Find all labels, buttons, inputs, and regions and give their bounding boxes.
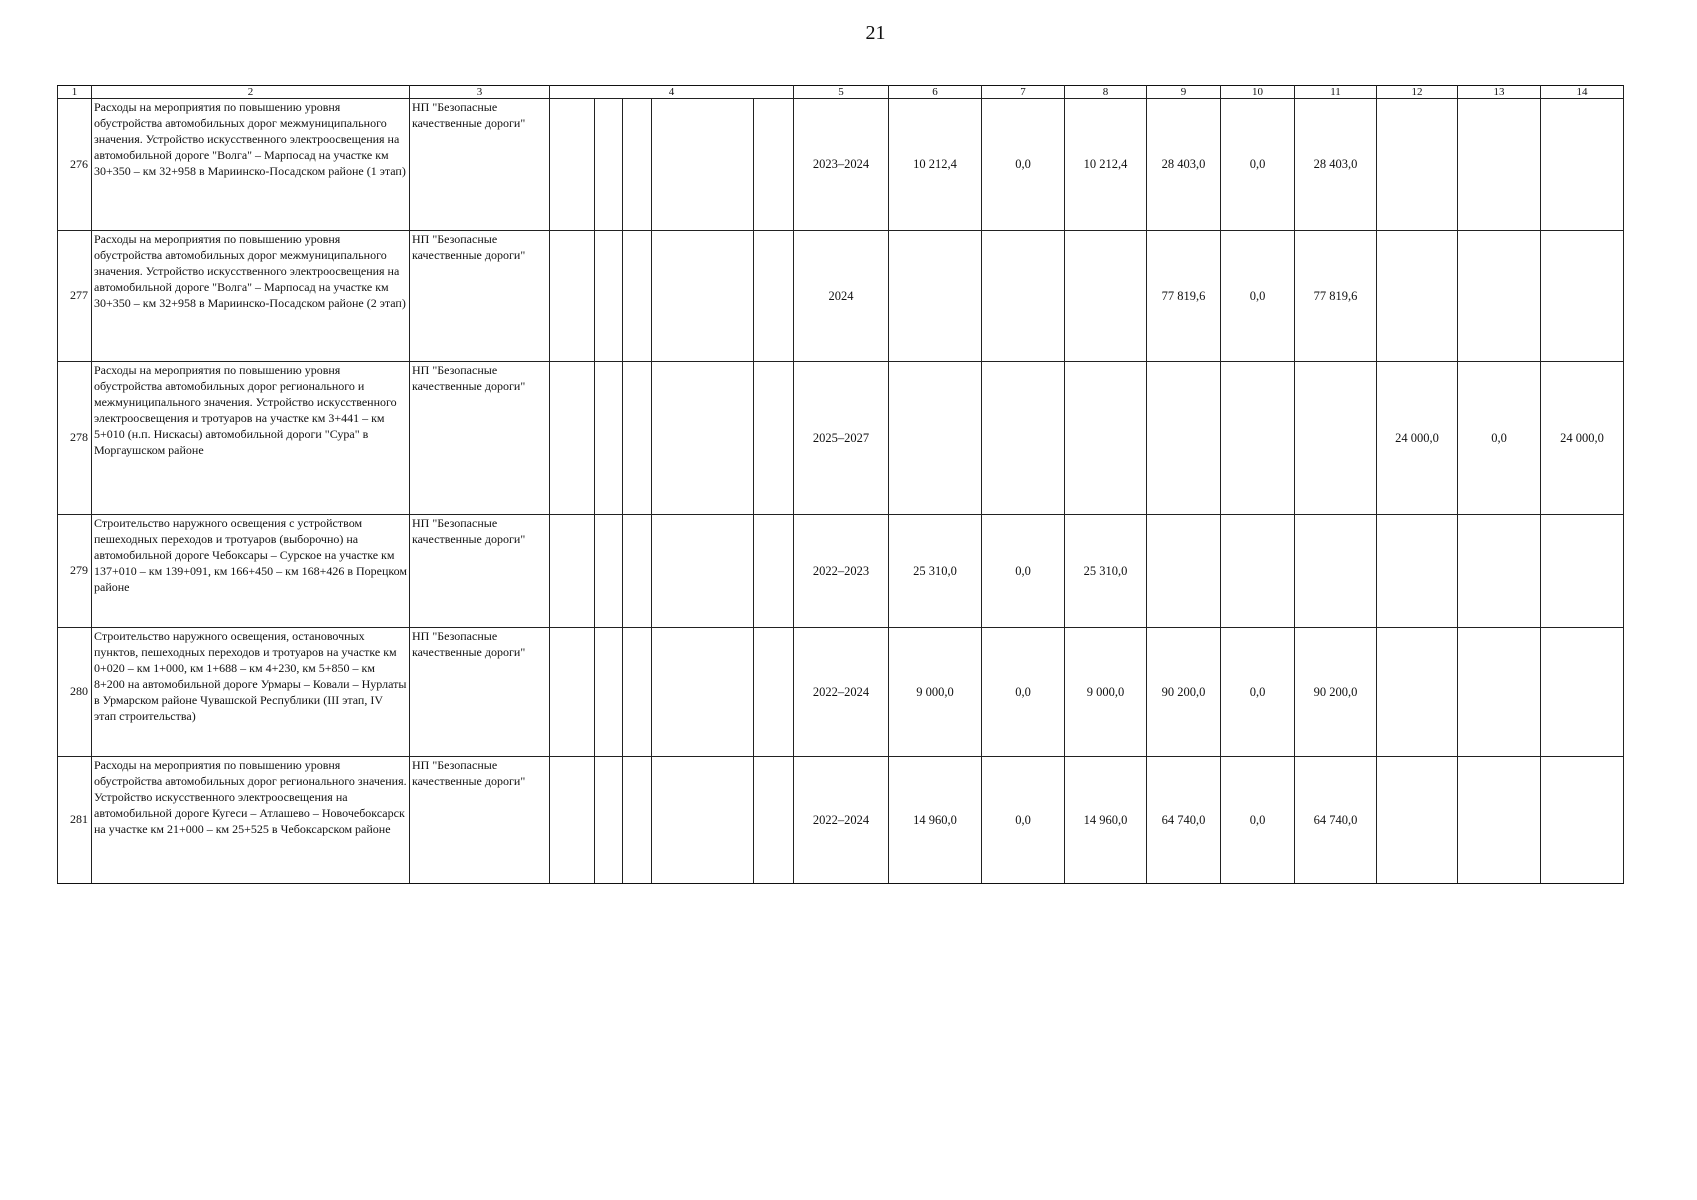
value-cell-c14: 24 000,0 — [1541, 362, 1624, 515]
empty-subcell — [754, 757, 794, 884]
value-cell-c11: 90 200,0 — [1295, 628, 1377, 757]
value-cell-c12 — [1377, 99, 1458, 231]
empty-subcell — [623, 231, 652, 362]
program-table — [57, 85, 1624, 884]
value-cell-c6: 10 212,4 — [889, 99, 982, 231]
empty-subcell — [652, 362, 754, 515]
value-cell-c6: 25 310,0 — [889, 515, 982, 628]
period-cell: 2023–2024 — [794, 99, 889, 231]
value-cell-c10 — [1221, 362, 1295, 515]
col-header: 3 — [410, 86, 550, 99]
value-cell-c12 — [1377, 628, 1458, 757]
value-cell-c10 — [1221, 515, 1295, 628]
executor: НП "Безопасные качественные дороги" — [410, 515, 550, 628]
empty-subcell — [652, 231, 754, 362]
empty-subcell — [595, 362, 623, 515]
col-header: 14 — [1541, 86, 1624, 99]
period-cell: 2022–2024 — [794, 628, 889, 757]
value-cell-c7: 0,0 — [982, 628, 1065, 757]
empty-subcell — [652, 515, 754, 628]
value-cell-c11: 64 740,0 — [1295, 757, 1377, 884]
value-cell-c11 — [1295, 515, 1377, 628]
col-header: 5 — [794, 86, 889, 99]
empty-subcell — [595, 231, 623, 362]
col-header: 7 — [982, 86, 1065, 99]
value-cell-c12 — [1377, 757, 1458, 884]
value-cell-c9 — [1147, 362, 1221, 515]
empty-subcell — [595, 628, 623, 757]
col-header: 1 — [58, 86, 92, 99]
value-cell-c8: 25 310,0 — [1065, 515, 1147, 628]
table-row — [58, 628, 1624, 757]
period-cell: 2025–2027 — [794, 362, 889, 515]
empty-subcell — [595, 757, 623, 884]
empty-subcell — [652, 628, 754, 757]
value-cell-c8: 10 212,4 — [1065, 99, 1147, 231]
empty-subcell — [550, 757, 595, 884]
col-header: 8 — [1065, 86, 1147, 99]
value-cell-c6 — [889, 362, 982, 515]
value-cell-c7 — [982, 362, 1065, 515]
row-number: 276 — [58, 99, 92, 231]
value-cell-c6: 14 960,0 — [889, 757, 982, 884]
value-cell-c11 — [1295, 362, 1377, 515]
row-number: 277 — [58, 231, 92, 362]
event-description: Расходы на мероприятия по повышению уровня обустройства автомобильных дорог регионального значения. Устройство искусственного электроосвещения на автомобильной дороге Кугеси – Атлашево – Новочебоксарск на участке км 21+000 – км 25+525 в Чебоксарском районе — [92, 757, 410, 884]
value-cell-c8: 9 000,0 — [1065, 628, 1147, 757]
empty-subcell — [623, 99, 652, 231]
value-cell-c6: 9 000,0 — [889, 628, 982, 757]
empty-subcell — [550, 628, 595, 757]
executor: НП "Безопасные качественные дороги" — [410, 628, 550, 757]
col-header: 4 — [550, 86, 794, 99]
empty-subcell — [623, 515, 652, 628]
value-cell-c13 — [1458, 628, 1541, 757]
value-cell-c7: 0,0 — [982, 757, 1065, 884]
empty-subcell — [623, 757, 652, 884]
empty-subcell — [623, 362, 652, 515]
value-cell-c12 — [1377, 231, 1458, 362]
value-cell-c14 — [1541, 231, 1624, 362]
row-number: 279 — [58, 515, 92, 628]
value-cell-c8: 14 960,0 — [1065, 757, 1147, 884]
col-header: 13 — [1458, 86, 1541, 99]
value-cell-c11: 77 819,6 — [1295, 231, 1377, 362]
value-cell-c7: 0,0 — [982, 515, 1065, 628]
event-description: Расходы на мероприятия по повышению уровня обустройства автомобильных дорог регионального и межмуниципального значения. Устройство искусственного электроосвещения и тротуаров на участке км 3+441 – км 5+010 (н.п. Нискасы) автомобильной дороги "Сура" в Моргаушском районе — [92, 362, 410, 515]
event-description: Строительство наружного освещения, остановочных пунктов, пешеходных переходов и тротуаров на участке км 0+020 – км 1+000, км 1+688 – км 4+230, км 5+850 – км 8+200 на автомобильной дороге Урмары – Ковали – Нурлаты в Урмарском районе Чувашской Республики (III этап, IV этап строительства) — [92, 628, 410, 757]
table-row — [58, 362, 1624, 515]
col-header: 12 — [1377, 86, 1458, 99]
empty-subcell — [652, 757, 754, 884]
event-description: Расходы на мероприятия по повышению уровня обустройства автомобильных дорог межмуниципального значения. Устройство искусственного электроосвещения на автомобильной дороге "Волга" – Марпосад на участке км 30+350 – км 32+958 в Мариинско-Посадском районе (1 этап) — [92, 99, 410, 231]
empty-subcell — [754, 362, 794, 515]
col-header: 6 — [889, 86, 982, 99]
event-description: Расходы на мероприятия по повышению уровня обустройства автомобильных дорог межмуниципального значения. Устройство искусственного электроосвещения на автомобильной дороге "Волга" – Марпосад на участке км 30+350 – км 32+958 в Мариинско-Посадском районе (2 этап) — [92, 231, 410, 362]
value-cell-c13 — [1458, 515, 1541, 628]
column-number-row — [58, 86, 1624, 99]
value-cell-c10: 0,0 — [1221, 757, 1295, 884]
value-cell-c9 — [1147, 515, 1221, 628]
empty-subcell — [754, 231, 794, 362]
empty-subcell — [550, 515, 595, 628]
value-cell-c10: 0,0 — [1221, 231, 1295, 362]
empty-subcell — [595, 515, 623, 628]
col-header: 10 — [1221, 86, 1295, 99]
empty-subcell — [754, 99, 794, 231]
empty-subcell — [550, 231, 595, 362]
table-row — [58, 757, 1624, 884]
value-cell-c8 — [1065, 362, 1147, 515]
empty-subcell — [623, 628, 652, 757]
value-cell-c8 — [1065, 231, 1147, 362]
table-row — [58, 99, 1624, 231]
value-cell-c7: 0,0 — [982, 99, 1065, 231]
executor: НП "Безопасные качественные дороги" — [410, 362, 550, 515]
empty-subcell — [754, 515, 794, 628]
row-number: 278 — [58, 362, 92, 515]
value-cell-c13 — [1458, 757, 1541, 884]
col-header: 9 — [1147, 86, 1221, 99]
event-description: Строительство наружного освещения с устройством пешеходных переходов и тротуаров (выборочно) на автомобильной дороге Чебоксары – Сурское на участке км 137+010 – км 139+091, км 166+450 – км 168+426 в Порецком районе — [92, 515, 410, 628]
empty-subcell — [754, 628, 794, 757]
period-cell: 2024 — [794, 231, 889, 362]
period-cell: 2022–2024 — [794, 757, 889, 884]
empty-subcell — [550, 99, 595, 231]
value-cell-c9: 28 403,0 — [1147, 99, 1221, 231]
row-number: 281 — [58, 757, 92, 884]
value-cell-c13: 0,0 — [1458, 362, 1541, 515]
value-cell-c11: 28 403,0 — [1295, 99, 1377, 231]
table-row — [58, 515, 1624, 628]
value-cell-c9: 64 740,0 — [1147, 757, 1221, 884]
col-header: 2 — [92, 86, 410, 99]
value-cell-c12: 24 000,0 — [1377, 362, 1458, 515]
row-number: 280 — [58, 628, 92, 757]
col-header: 11 — [1295, 86, 1377, 99]
period-cell: 2022–2023 — [794, 515, 889, 628]
value-cell-c10: 0,0 — [1221, 99, 1295, 231]
empty-subcell — [595, 99, 623, 231]
value-cell-c7 — [982, 231, 1065, 362]
value-cell-c12 — [1377, 515, 1458, 628]
value-cell-c9: 77 819,6 — [1147, 231, 1221, 362]
value-cell-c14 — [1541, 515, 1624, 628]
executor: НП "Безопасные качественные дороги" — [410, 757, 550, 884]
value-cell-c10: 0,0 — [1221, 628, 1295, 757]
executor: НП "Безопасные качественные дороги" — [410, 99, 550, 231]
value-cell-c14 — [1541, 99, 1624, 231]
value-cell-c6 — [889, 231, 982, 362]
value-cell-c13 — [1458, 99, 1541, 231]
value-cell-c13 — [1458, 231, 1541, 362]
table-row — [58, 231, 1624, 362]
empty-subcell — [652, 99, 754, 231]
value-cell-c9: 90 200,0 — [1147, 628, 1221, 757]
executor: НП "Безопасные качественные дороги" — [410, 231, 550, 362]
empty-subcell — [550, 362, 595, 515]
page-number: 21 — [865, 22, 886, 44]
value-cell-c14 — [1541, 757, 1624, 884]
value-cell-c14 — [1541, 628, 1624, 757]
